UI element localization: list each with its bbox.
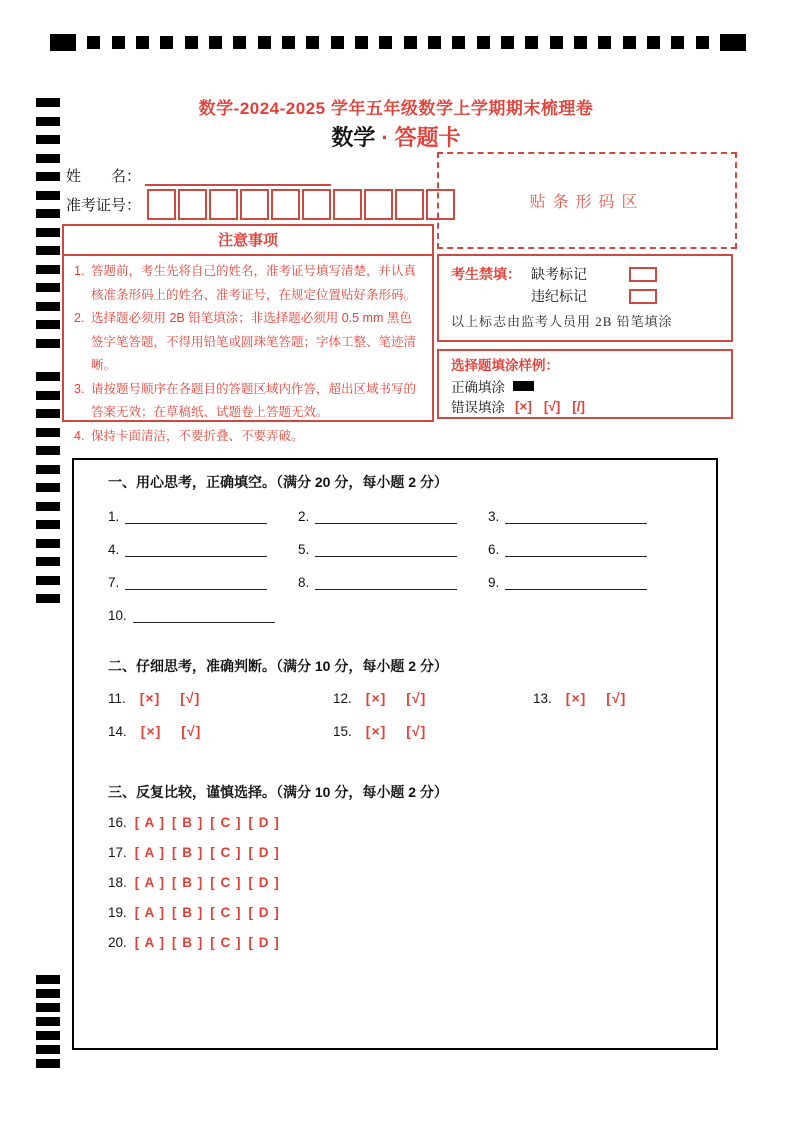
- question-number: 4.: [108, 542, 120, 557]
- question-number: 17.: [108, 844, 127, 860]
- notice-title: 注意事项: [64, 226, 432, 256]
- judge-cross-bubble[interactable]: [×]: [365, 690, 387, 706]
- question-number: 19.: [108, 904, 127, 920]
- timing-mark-bar: [36, 428, 60, 437]
- timing-mark-bar: [36, 172, 60, 181]
- exam-id-boxes: [147, 189, 455, 220]
- choice-option-bubble-C[interactable]: [ C ]: [210, 934, 242, 950]
- question-number: 7.: [108, 575, 120, 590]
- timing-corner-square-left: [50, 34, 76, 51]
- judge-cross-bubble[interactable]: [×]: [140, 723, 162, 739]
- notice-item-text: 保持卡面清洁，不要折叠、不要弄破。: [91, 428, 304, 443]
- judge-check-bubble[interactable]: [√]: [406, 723, 427, 739]
- exam-id-digit-box[interactable]: [178, 189, 207, 220]
- subtitle-subject: 数学: [331, 125, 376, 150]
- question-number: 10.: [108, 608, 127, 623]
- timing-mark-bar: [36, 446, 60, 455]
- correct-fill-row: [451, 376, 721, 396]
- exam-id-row: [66, 189, 455, 220]
- exam-id-digit-box[interactable]: [271, 189, 300, 220]
- timing-mark-bar: [36, 502, 60, 511]
- timing-mark-bar: [36, 1059, 60, 1068]
- question-number: 20.: [108, 934, 127, 950]
- name-label: 姓 名：: [66, 168, 142, 185]
- notice-item-text: 请按题号顺序在各题目的答题区域内作答，超出区域书写的答案无效；在草稿纸、试题卷上答题无效。: [91, 381, 417, 419]
- timing-mark-bar: [36, 975, 60, 984]
- timing-mark-bar: [36, 1003, 60, 1012]
- choice-option-bubble-D[interactable]: [ D ]: [248, 874, 280, 890]
- violation-mark-bubble[interactable]: [629, 289, 657, 304]
- question-number: 13.: [533, 690, 552, 706]
- violation-mark-label: 违纪标记: [531, 288, 587, 304]
- absent-mark-row: [531, 263, 657, 285]
- question-number: 3.: [488, 509, 500, 524]
- timing-mark-bar: [36, 539, 60, 548]
- timing-mark-square: [671, 36, 684, 49]
- question-number: 9.: [488, 575, 500, 590]
- timing-mark-square: [306, 36, 319, 49]
- section-judge-heading: 二、仔细思考，准确判断。（满分 10 分，每小题 2 分）: [108, 658, 448, 674]
- timing-mark-bar: [36, 989, 60, 998]
- choice-item: [108, 902, 696, 922]
- timing-mark-square: [160, 36, 173, 49]
- answer-blank-line[interactable]: [505, 573, 647, 590]
- subtitle-card: 答题卡: [394, 125, 461, 150]
- page-title: 数学-2024-2025 学年五年级数学上学期期末梳理卷: [198, 99, 594, 118]
- correct-fill-label: 正确填涂: [451, 380, 505, 395]
- answer-blank-line[interactable]: [505, 507, 647, 524]
- question-number: 5.: [298, 542, 310, 557]
- choice-list: [108, 812, 696, 952]
- judge-grid: [108, 688, 696, 741]
- timing-corner-square-right: [720, 34, 746, 51]
- timing-mark-bar: [36, 154, 60, 163]
- notice-item-number: 1.: [74, 264, 85, 278]
- section-fill-heading: 一、用心思考，正确填空。（满分 20 分，每小题 2 分）: [108, 474, 448, 490]
- page-subtitle: [0, 121, 792, 152]
- answer-blank-line[interactable]: [125, 540, 267, 557]
- absent-mark-bubble[interactable]: [629, 267, 657, 282]
- choice-option-bubble-B[interactable]: [ B ]: [172, 874, 204, 890]
- notice-item-number: 3.: [74, 381, 85, 396]
- timing-mark-bar: [36, 372, 60, 381]
- judge-item: [108, 688, 333, 708]
- answer-blank-line[interactable]: [315, 573, 457, 590]
- wrong-mark-slash: [/]: [572, 398, 586, 414]
- choice-option-bubble-A[interactable]: [ A ]: [134, 934, 166, 950]
- timing-mark-square: [696, 36, 709, 49]
- timing-mark-bar: [36, 409, 60, 418]
- fill-blank-item: [298, 569, 488, 590]
- timing-mark-square: [477, 36, 490, 49]
- timing-mark-square: [136, 36, 149, 49]
- choice-item: [108, 872, 696, 892]
- fill-blank-item: [108, 503, 298, 524]
- fill-blank-item: [108, 536, 298, 557]
- exam-id-digit-box[interactable]: [240, 189, 269, 220]
- timing-mark-bar: [36, 465, 60, 474]
- choice-option-bubble-B[interactable]: [ B ]: [172, 934, 204, 950]
- section-choice: [108, 782, 696, 952]
- question-number: 16.: [108, 814, 127, 830]
- judge-item: [108, 721, 333, 741]
- exam-id-digit-box[interactable]: [302, 189, 331, 220]
- judge-check-bubble[interactable]: [√]: [406, 690, 427, 706]
- left-timing-group-3: [36, 975, 60, 1068]
- question-number: 6.: [488, 542, 500, 557]
- wrong-mark-cross: [×]: [515, 398, 532, 414]
- fill-blank-item: [108, 602, 298, 623]
- timing-mark-bar: [36, 520, 60, 529]
- exam-id-digit-box[interactable]: [147, 189, 176, 220]
- choice-option-bubble-C[interactable]: [ C ]: [210, 814, 242, 830]
- timing-mark-bar: [36, 594, 60, 603]
- judge-item: [333, 688, 533, 708]
- fill-blank-item: [298, 536, 488, 557]
- notice-item: [74, 425, 424, 449]
- timing-mark-square: [209, 36, 222, 49]
- timing-mark-bar: [36, 1031, 60, 1040]
- timing-mark-square: [647, 36, 660, 49]
- notice-item: [74, 378, 424, 425]
- section-judge: [108, 656, 696, 741]
- timing-mark-bar: [36, 576, 60, 585]
- answer-blank-line[interactable]: [133, 606, 275, 623]
- answer-blank-line[interactable]: [315, 507, 457, 524]
- choice-option-bubble-C[interactable]: [ C ]: [210, 904, 242, 920]
- timing-mark-bar: [36, 483, 60, 492]
- question-number: 12.: [333, 690, 352, 706]
- forbidden-note: 以上标志由监考人员用 2B 铅笔填涂: [451, 314, 673, 329]
- timing-mark-bar: [36, 265, 60, 274]
- wrong-fill-label: 错误填涂: [451, 400, 505, 415]
- wrong-fill-marks: [515, 399, 597, 414]
- choice-option-bubble-C[interactable]: [ C ]: [210, 844, 242, 860]
- timing-mark-bar: [36, 320, 60, 329]
- notice-item-text: 答题前，考生先将自己的姓名，准考证号填写清楚，并认真核准条形码上的姓名、准考证号，在规定位置贴好条形码。: [91, 264, 417, 302]
- barcode-area[interactable]: [437, 152, 737, 249]
- answer-blank-line[interactable]: [125, 573, 267, 590]
- choice-option-bubble-A[interactable]: [ A ]: [134, 874, 166, 890]
- timing-mark-square: [185, 36, 198, 49]
- forbidden-box: [437, 254, 733, 342]
- top-timing-squares: [76, 34, 720, 51]
- exam-id-digit-box[interactable]: [395, 189, 424, 220]
- choice-option-bubble-A[interactable]: [ A ]: [134, 904, 166, 920]
- judge-cross-bubble[interactable]: [×]: [139, 690, 161, 706]
- choice-option-bubble-D[interactable]: [ D ]: [248, 844, 280, 860]
- fill-blank-item: [298, 503, 488, 524]
- fill-sample-box: [437, 349, 733, 419]
- timing-mark-square: [404, 36, 417, 49]
- fill-blank-item: [108, 569, 298, 590]
- exam-id-digit-box[interactable]: [209, 189, 238, 220]
- question-number: 8.: [298, 575, 310, 590]
- exam-id-digit-box[interactable]: [333, 189, 362, 220]
- question-number: 11.: [108, 690, 126, 706]
- timing-mark-bar: [36, 302, 60, 311]
- question-number: 15.: [333, 723, 352, 739]
- violation-mark-row: [531, 285, 657, 307]
- timing-mark-square: [501, 36, 514, 49]
- notice-item-number: 4.: [74, 428, 85, 443]
- choice-option-bubble-B[interactable]: [ B ]: [172, 814, 204, 830]
- timing-mark-square: [525, 36, 538, 49]
- notice-item: [74, 307, 424, 378]
- timing-mark-bar: [36, 1045, 60, 1054]
- notice-items: [64, 256, 432, 448]
- choice-option-bubble-C[interactable]: [ C ]: [210, 874, 242, 890]
- timing-mark-square: [112, 36, 125, 49]
- notice-item-text: 选择题必须用 2B 铅笔填涂；非选择题必须用 0.5 mm 黑色签字笔答题，不得用铅笔或圆珠笔答题；字体工整、笔迹清晰。: [91, 311, 417, 372]
- barcode-area-label: 贴条形码区: [529, 194, 645, 211]
- timing-mark-square: [258, 36, 271, 49]
- exam-id-label: 准考证号：: [66, 197, 142, 214]
- judge-check-bubble[interactable]: [√]: [181, 723, 202, 739]
- timing-mark-bar: [36, 339, 60, 348]
- choice-option-bubble-A[interactable]: [ A ]: [134, 844, 166, 860]
- choice-item: [108, 842, 696, 862]
- correct-fill-chip: [513, 381, 534, 391]
- question-number: 14.: [108, 723, 127, 739]
- choice-item: [108, 932, 696, 952]
- absent-mark-label: 缺考标记: [531, 266, 587, 282]
- question-number: 18.: [108, 874, 127, 890]
- choice-option-bubble-B[interactable]: [ B ]: [172, 844, 204, 860]
- top-timing-marks: [50, 34, 746, 51]
- judge-cross-bubble[interactable]: [×]: [365, 723, 387, 739]
- notice-item: [74, 260, 424, 307]
- choice-option-bubble-A[interactable]: [ A ]: [134, 814, 166, 830]
- fill-blank-item: [488, 503, 696, 524]
- timing-mark-square: [428, 36, 441, 49]
- fill-blank-item: [488, 569, 696, 590]
- timing-mark-square: [331, 36, 344, 49]
- timing-mark-bar: [36, 246, 60, 255]
- timing-mark-bar: [36, 191, 60, 200]
- timing-mark-square: [379, 36, 392, 49]
- judge-check-bubble[interactable]: [√]: [606, 690, 627, 706]
- judge-item: [533, 688, 696, 708]
- left-timing-group-2: [36, 372, 60, 603]
- timing-mark-square: [233, 36, 246, 49]
- fill-blank-item: [488, 536, 696, 557]
- choice-item: [108, 812, 696, 832]
- notice-item-number: 2.: [74, 311, 85, 325]
- timing-mark-square: [355, 36, 368, 49]
- question-number: 2.: [298, 509, 310, 524]
- choice-option-bubble-D[interactable]: [ D ]: [248, 934, 280, 950]
- question-number: 1.: [108, 509, 120, 524]
- judge-cross-bubble[interactable]: [×]: [565, 690, 587, 706]
- timing-mark-bar: [36, 391, 60, 400]
- name-row: [66, 165, 331, 186]
- answer-blank-line[interactable]: [505, 540, 647, 557]
- timing-mark-square: [623, 36, 636, 49]
- timing-mark-square: [452, 36, 465, 49]
- answer-region-box: [72, 458, 718, 1050]
- timing-mark-bar: [36, 228, 60, 237]
- choice-option-bubble-B[interactable]: [ B ]: [172, 904, 204, 920]
- judge-check-bubble[interactable]: [√]: [180, 690, 201, 706]
- exam-id-digit-box[interactable]: [364, 189, 393, 220]
- subtitle-separator: ·: [381, 125, 389, 150]
- notice-box: [62, 224, 434, 443]
- timing-mark-bar: [36, 209, 60, 218]
- answer-blank-line[interactable]: [315, 540, 457, 557]
- section-fill-blank: [108, 472, 696, 623]
- wrong-fill-row: [451, 396, 721, 416]
- timing-mark-square: [282, 36, 295, 49]
- answer-blank-line[interactable]: [125, 507, 267, 524]
- timing-mark-square: [87, 36, 100, 49]
- timing-mark-square: [598, 36, 611, 49]
- judge-item: [333, 721, 533, 741]
- timing-mark-square: [550, 36, 563, 49]
- fill-sample-title: 选择题填涂样例：: [451, 358, 559, 373]
- choice-option-bubble-D[interactable]: [ D ]: [248, 814, 280, 830]
- name-input-line[interactable]: [145, 168, 331, 186]
- timing-mark-bar: [36, 283, 60, 292]
- timing-mark-bar: [36, 557, 60, 566]
- section-choice-heading: 三、反复比较，谨慎选择。（满分 10 分，每小题 2 分）: [108, 784, 448, 800]
- wrong-mark-check: [√]: [543, 398, 561, 414]
- fill-blank-grid: [108, 503, 696, 623]
- choice-option-bubble-D[interactable]: [ D ]: [248, 904, 280, 920]
- timing-mark-square: [574, 36, 587, 49]
- timing-mark-bar: [36, 1017, 60, 1026]
- forbidden-label: 考生禁填：: [451, 266, 521, 282]
